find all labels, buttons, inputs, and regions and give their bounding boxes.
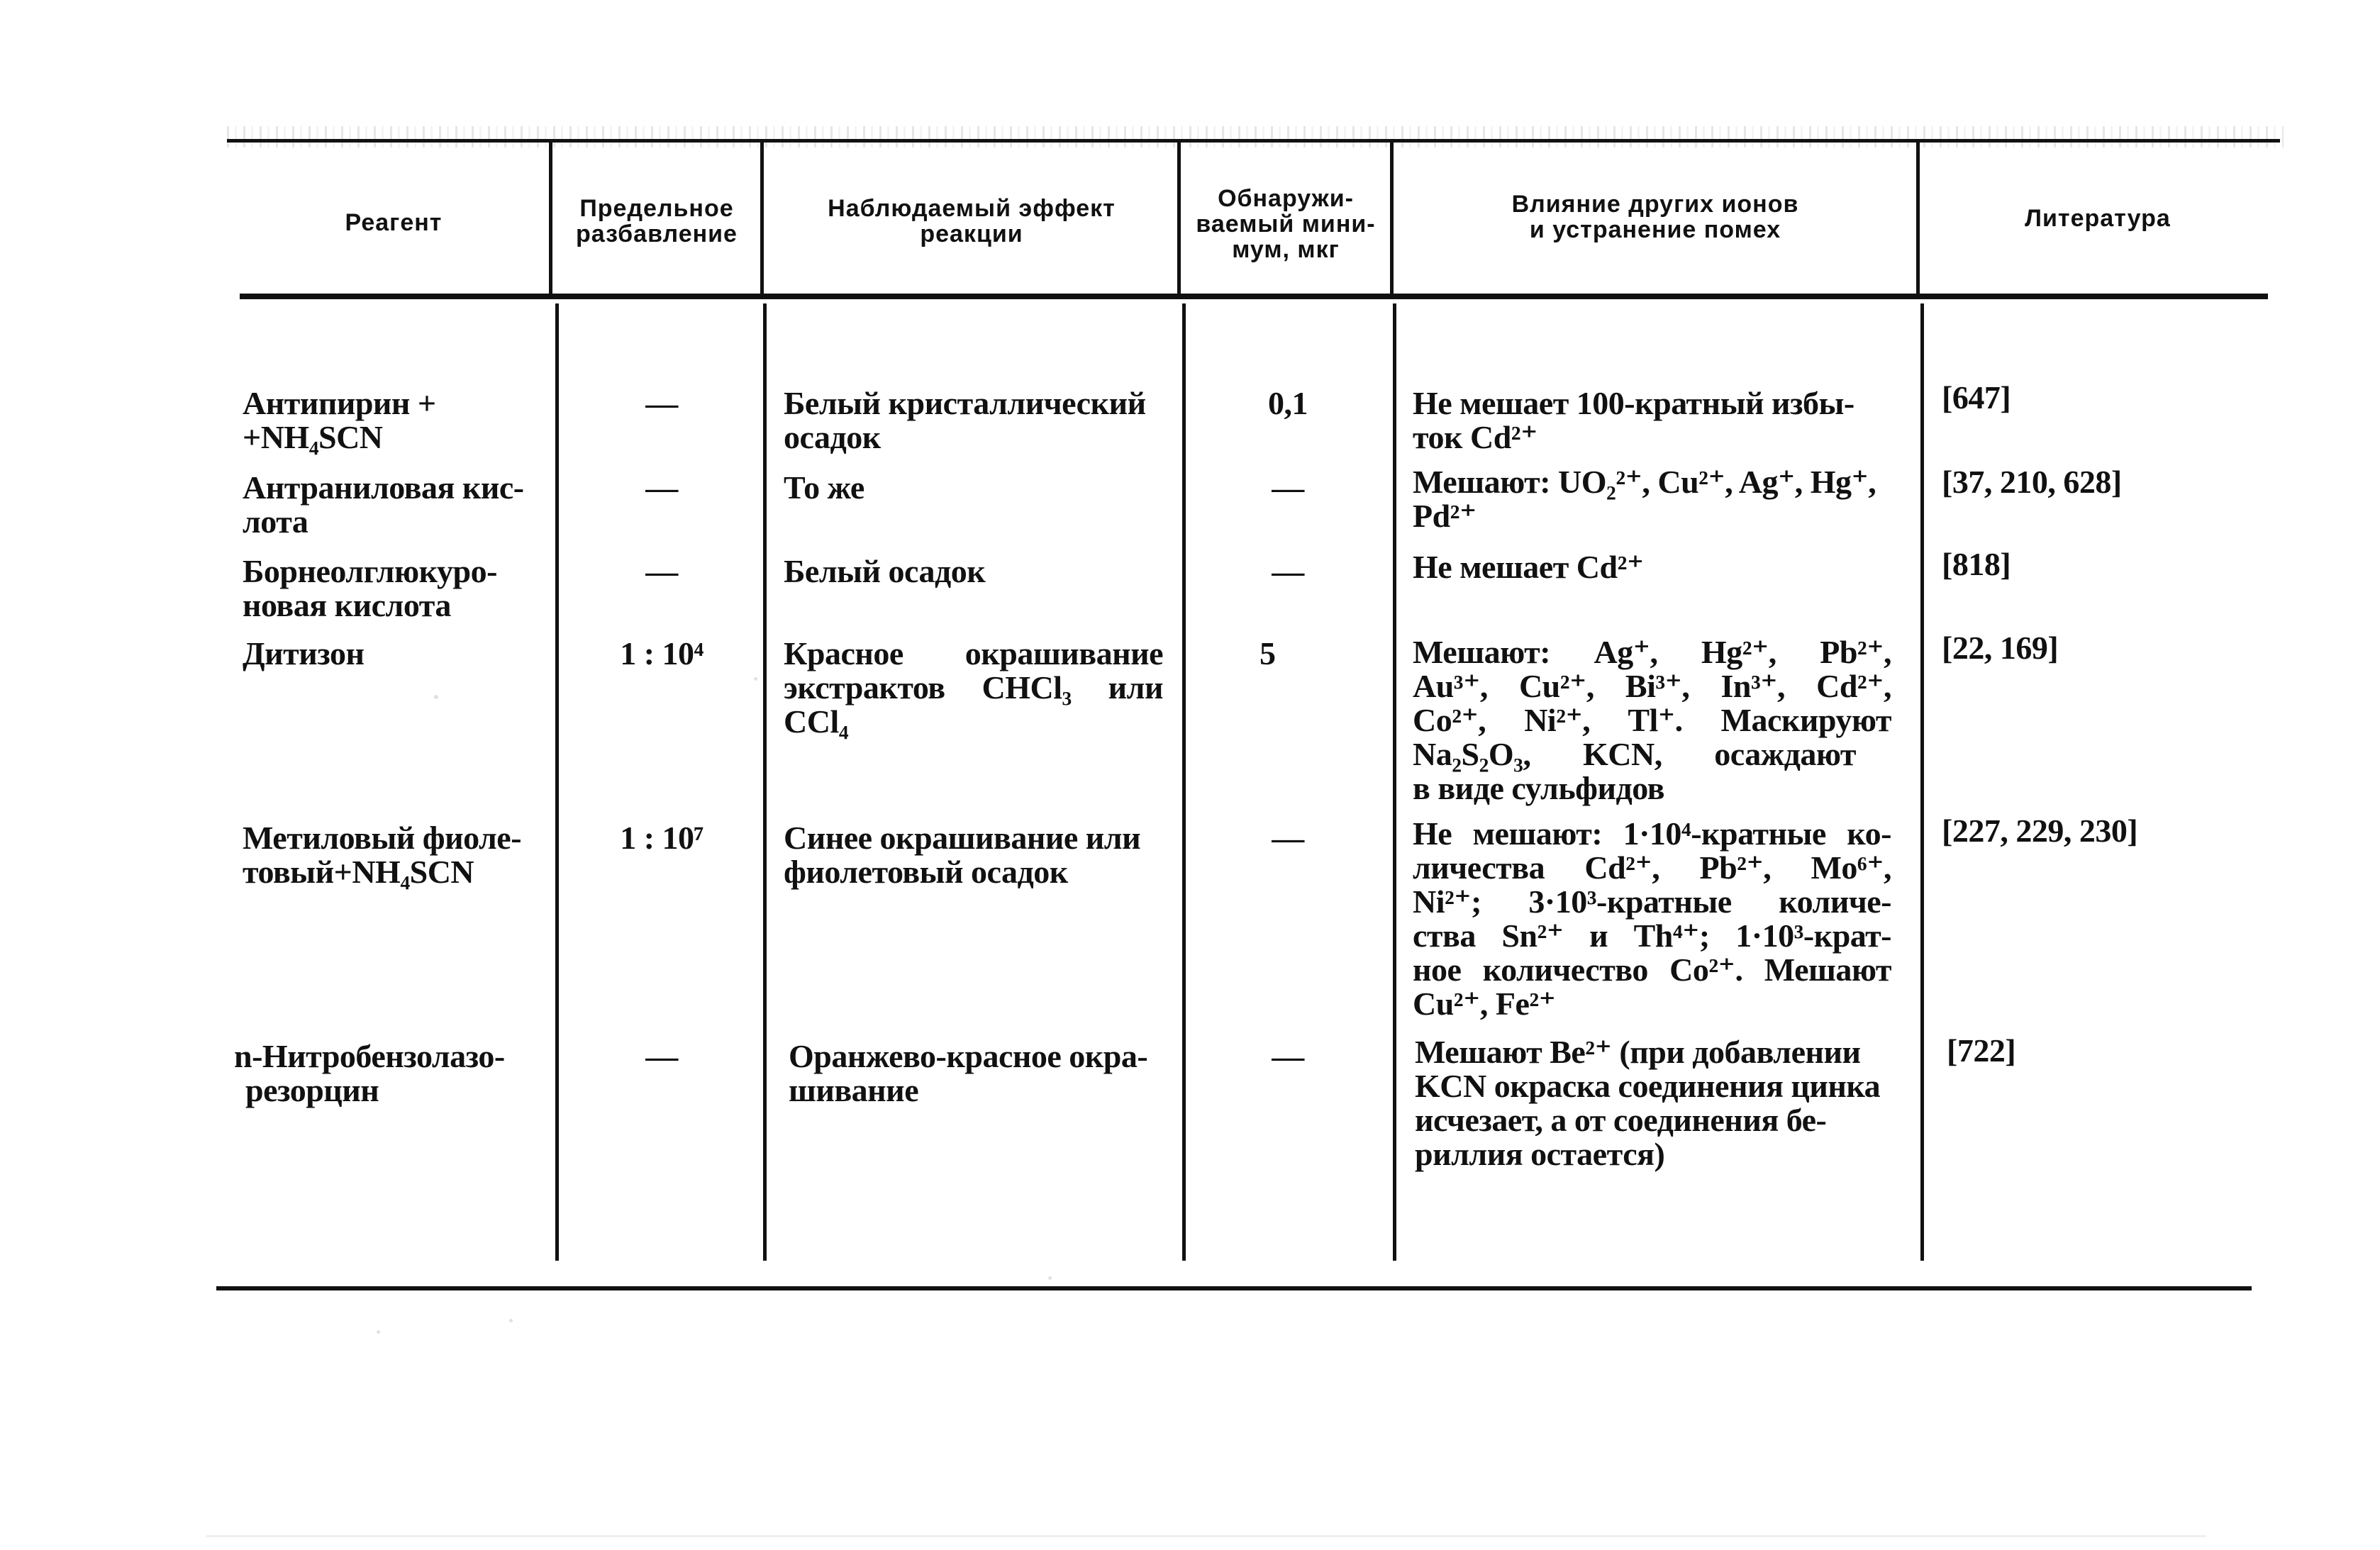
- cell-line: Синее окрашивание или: [784, 820, 1141, 856]
- row4-dilution: [560, 637, 763, 671]
- row3-minimum: [1186, 554, 1390, 589]
- cell-line: экстрактов CHCl₃ или: [784, 669, 1163, 706]
- cell-line: [722]: [1947, 1032, 2016, 1069]
- cell-line: Белый осадок: [784, 553, 986, 589]
- row6-influence: [1415, 1035, 1911, 1171]
- row1-effect: [784, 386, 1167, 455]
- row3-reagent: [243, 554, 547, 623]
- row6-dilution: [560, 1039, 763, 1074]
- cell-line: Мешают Be²⁺ (при добавлении: [1415, 1034, 1861, 1070]
- cell-line: [647]: [1942, 379, 2011, 416]
- cell-line: —: [1272, 469, 1304, 506]
- cell-line: товый+NH₄SCN: [243, 854, 474, 890]
- table-bottom-rule: [216, 1286, 2252, 1290]
- cell-line: Метиловый фиоле-: [243, 820, 522, 856]
- row5-dilution: [560, 821, 763, 855]
- row1-literature: [1942, 381, 2254, 415]
- scan-noise: [227, 126, 2284, 147]
- cell-line: лота: [243, 503, 308, 540]
- header-literature: [1920, 206, 2275, 231]
- cell-line: —: [645, 1038, 678, 1074]
- row4-minimum: [1259, 637, 1366, 671]
- header-line: Реагент: [345, 209, 443, 236]
- row5-literature: [1942, 814, 2254, 848]
- cell-line: 5: [1259, 635, 1276, 671]
- cell-line: в виде сульфидов: [1413, 770, 1664, 806]
- cell-line: —: [645, 469, 678, 506]
- header-line: Наблюдаемый эффект: [828, 195, 1116, 222]
- row5-effect: [784, 821, 1167, 889]
- row6-minimum: [1186, 1039, 1390, 1074]
- header-line: и устранение помех: [1529, 216, 1781, 243]
- cell-line: —: [1272, 820, 1304, 856]
- cell-line: Pd²⁺: [1413, 498, 1477, 534]
- cell-line: [22, 169]: [1942, 630, 2059, 666]
- row3-dilution: [560, 554, 763, 589]
- cell-line: Борнеолглюкуро-: [243, 553, 497, 589]
- row1-dilution: [560, 386, 763, 420]
- cell-line: Дитизон: [243, 635, 365, 671]
- cell-line: —: [645, 553, 678, 589]
- cell-line: Не мешает 100-кратный избы-: [1413, 385, 1854, 421]
- cell-line: [818]: [1942, 546, 2011, 582]
- cell-line: [227, 229, 230]: [1942, 813, 2138, 849]
- cell-line: Антипирин +: [243, 385, 436, 421]
- col-divider-3-body: [1182, 303, 1186, 1261]
- header-dilution: [553, 196, 760, 247]
- row2-literature: [1942, 465, 2254, 499]
- cell-line: риллия остается): [1415, 1136, 1665, 1172]
- row5-reagent: [243, 821, 547, 889]
- header-line: Литература: [2025, 205, 2171, 232]
- cell-line: Не мешают: 1·10⁴-кратные ко-: [1413, 815, 1891, 852]
- header-line: Влияние других ионов: [1511, 191, 1799, 218]
- header-line: ваемый мини-: [1196, 211, 1376, 238]
- cell-line: Оранжево-красное окра-: [789, 1038, 1148, 1074]
- header-minimum: [1181, 186, 1390, 262]
- col-divider-5-body: [1920, 303, 1924, 1261]
- header-line: мум, мкг: [1232, 236, 1340, 263]
- row2-minimum: [1186, 471, 1390, 505]
- cell-line: ток Cd²⁺: [1413, 419, 1537, 455]
- cell-line: [37, 210, 628]: [1942, 464, 2122, 500]
- cell-line: 1 : 10⁴: [620, 635, 704, 671]
- header-influence: [1394, 191, 1916, 242]
- cell-line: Au³⁺, Cu²⁺, Bi³⁺, In³⁺, Cd²⁺,: [1413, 668, 1891, 704]
- cell-line: Не мешает Cd²⁺: [1413, 549, 1644, 585]
- col-divider-2-body: [763, 303, 767, 1261]
- row3-literature: [1942, 547, 2254, 581]
- cell-line: +NH₄SCN: [243, 419, 383, 455]
- cell-line: Ni²⁺; 3·10³-кратные количе-: [1413, 883, 1891, 920]
- cell-line: —: [1272, 553, 1304, 589]
- row4-literature: [1942, 631, 2254, 665]
- cell-line: Co²⁺, Ni²⁺, Tl⁺. Маскируют: [1413, 702, 1891, 738]
- cell-line: 1 : 10⁷: [620, 820, 704, 856]
- cell-line: —: [1272, 1038, 1304, 1074]
- cell-line: фиолетовый осадок: [784, 854, 1068, 890]
- col-divider-4-body: [1393, 303, 1396, 1261]
- col-divider-1-header: [549, 142, 552, 296]
- header-bottom-rule: [240, 294, 2268, 299]
- row3-influence: [1413, 550, 1909, 584]
- row4-reagent: [243, 637, 547, 671]
- col-divider-3-header: [1177, 142, 1181, 296]
- cell-line: Антраниловая кис-: [243, 469, 524, 506]
- cell-line: n-Нитробензолазо-: [234, 1038, 505, 1074]
- row5-influence: [1413, 817, 1891, 1021]
- row6-literature: [1947, 1034, 2259, 1068]
- cell-line: новая кислота: [243, 587, 451, 623]
- scan-speck: [377, 1330, 380, 1334]
- row6-effect: [789, 1039, 1172, 1108]
- row6-reagent: [234, 1039, 546, 1108]
- header-line: реакции: [920, 221, 1023, 247]
- cell-line: Мешают: UO₂²⁺, Cu²⁺, Ag⁺, Hg⁺,: [1413, 464, 1876, 500]
- col-divider-4-header: [1390, 142, 1394, 296]
- cell-line: То же: [784, 469, 864, 506]
- row3-effect: [784, 554, 1167, 589]
- row2-dilution: [560, 471, 763, 505]
- cell-line: ства Sn²⁺ и Th⁴⁺; 1·10³-крат-: [1413, 918, 1891, 954]
- cell-line: Белый кристаллический: [784, 385, 1146, 421]
- cell-line: 0,1: [1268, 385, 1308, 421]
- col-divider-5-header: [1916, 142, 1920, 296]
- scan-speck: [434, 695, 438, 699]
- scan-speck: [754, 677, 757, 681]
- cell-line: личества Cd²⁺, Pb²⁺, Mo⁶⁺,: [1413, 849, 1891, 886]
- cell-line: резорцин: [245, 1072, 379, 1108]
- table-top-rule: [227, 139, 2280, 143]
- page-edge-shadow: [206, 1535, 2206, 1537]
- header-line: разбавление: [576, 221, 738, 247]
- header-line: Обнаружи-: [1218, 185, 1354, 212]
- row1-reagent: [243, 386, 547, 455]
- cell-line: Cu²⁺, Fe²⁺: [1413, 986, 1556, 1022]
- row5-minimum: [1186, 821, 1390, 855]
- header-effect: [766, 196, 1177, 247]
- cell-line: CCl₄: [784, 703, 849, 740]
- cell-line: Na₂S₂O₃, KCN, осаждают: [1413, 736, 1856, 772]
- cell-line: KCN окраска соединения цинка: [1415, 1068, 1881, 1104]
- cell-line: Мешают: Ag⁺, Hg²⁺, Pb²⁺,: [1413, 634, 1891, 670]
- header-line: Предельное: [579, 195, 734, 222]
- row2-reagent: [243, 471, 547, 539]
- header-reagent: [241, 210, 546, 235]
- cell-line: Красное окрашивание: [784, 635, 1163, 671]
- cell-line: —: [645, 385, 678, 421]
- col-divider-2-header: [760, 142, 764, 296]
- scan-speck: [1048, 1276, 1052, 1280]
- row2-influence: [1413, 465, 1909, 533]
- cell-line: осадок: [784, 419, 881, 455]
- row1-minimum: [1186, 386, 1390, 420]
- row4-influence: [1413, 635, 1891, 805]
- cell-line: ное количество Co²⁺. Мешают: [1413, 952, 1891, 988]
- row4-effect: [784, 637, 1163, 739]
- col-divider-1-body: [555, 303, 559, 1261]
- row1-influence: [1413, 386, 1909, 455]
- cell-line: исчезает, а от соединения бе-: [1415, 1102, 1827, 1138]
- scan-speck: [509, 1319, 513, 1322]
- row2-effect: [784, 471, 1167, 505]
- cell-line: шивание: [789, 1072, 919, 1108]
